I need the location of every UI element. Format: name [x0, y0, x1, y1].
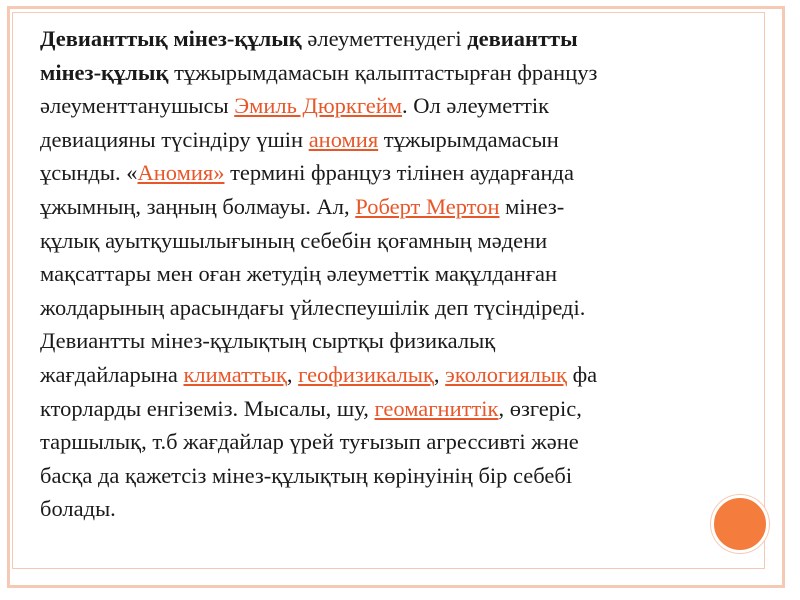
paragraph-line [40, 291, 768, 325]
paragraph-line [40, 425, 768, 459]
paragraph-line [40, 56, 768, 90]
link-robert-merton[interactable]: Роберт Мертон [355, 193, 500, 219]
link-geophysical[interactable]: геофизикалық [298, 361, 434, 387]
paragraph-line [40, 392, 768, 426]
text-run: девиацияны түсіндіру үшін [40, 126, 309, 152]
text-run: тұжырымдамасын [378, 126, 559, 152]
text-run: таршылық, т.б жағдайлар үрей туғызып агрессивті және [40, 429, 579, 455]
paragraph-line [40, 257, 768, 291]
text-run: термині француз тілінен аударғанда [224, 160, 574, 186]
text-run: , [286, 361, 299, 387]
link-ecological[interactable]: экологиялық [445, 361, 567, 387]
text-run: , өзгеріс, [498, 395, 582, 421]
paragraph-line [40, 459, 768, 493]
text-run: кторларды енгіземіз. Мысалы, шу, [40, 395, 375, 421]
text-run: , [433, 361, 446, 387]
bold-term: девиантты [467, 26, 578, 51]
text-run: құлық ауытқушылығының себебін қоғамның мәдени [40, 227, 548, 253]
link-geomagnetic[interactable]: геомагниттік [374, 395, 499, 421]
link-emile-durkheim[interactable]: Эмиль Дюркгейм [234, 93, 403, 119]
text-run: басқа да қажетсіз мінез-құлықтың көрінуінің бір себебі [40, 462, 573, 488]
link-anomie[interactable]: аномия [308, 126, 379, 152]
text-run: мінез- [499, 193, 565, 219]
text-run: әлеументтанушысы [40, 93, 235, 119]
link-climatic[interactable]: климаттық [183, 361, 287, 387]
text-run: ұжымның, заңның болмауы. Ал, [40, 193, 356, 219]
text-run: жағдайларына [40, 361, 184, 387]
text-run: әлеуметтенудегі [301, 26, 468, 51]
paragraph-line [40, 89, 768, 123]
paragraph-line [40, 22, 768, 56]
bold-term: мінез-құлық [40, 59, 169, 85]
paragraph-line [40, 190, 768, 224]
paragraph-line [40, 123, 768, 157]
paragraph-line [40, 358, 768, 392]
paragraph [40, 22, 768, 526]
paragraph-line [40, 324, 768, 358]
link-anomie-term[interactable]: Аномия» [137, 160, 225, 186]
paragraph-line [40, 492, 768, 526]
decorative-orange-circle [711, 495, 769, 553]
bold-term: Девианттық мінез-құлық [40, 26, 302, 51]
text-run: тұжырымдамасын қалыптастырған француз [168, 59, 598, 85]
text-run: Девиантты мінез-құлықтың сыртқы физикалық [40, 328, 496, 354]
text-run: жолдарының арасындағы үйлеспеушілік деп түсіндіреді. [40, 294, 586, 320]
paragraph-line [40, 224, 768, 258]
paragraph-line [40, 156, 768, 190]
text-run: ұсынды. « [40, 160, 138, 186]
text-run: мақсаттары мен оған жетудің әлеуметтік мақұлданған [40, 261, 558, 287]
text-run: . Ол әлеуметтік [402, 93, 550, 119]
text-run: фа [566, 361, 598, 387]
text-run: болады. [40, 496, 116, 522]
